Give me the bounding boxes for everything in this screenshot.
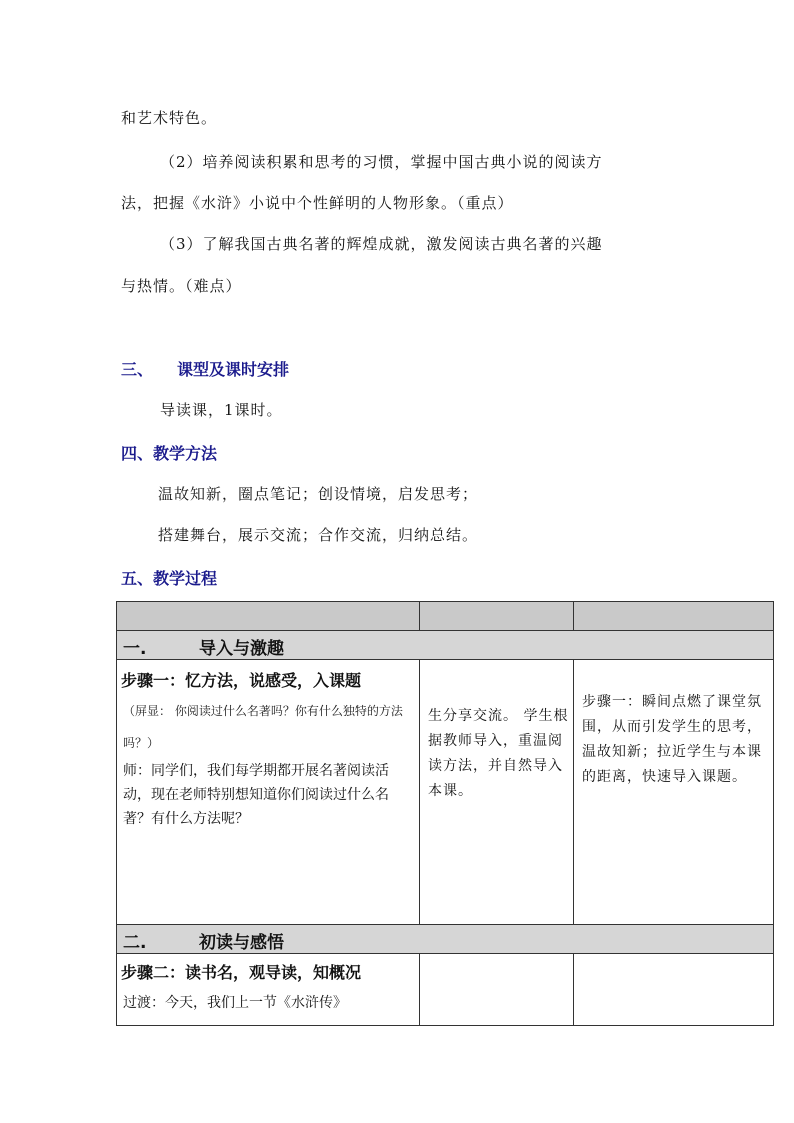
table-header-row [117,602,774,631]
student-activity-cell [420,954,574,1026]
table-row [117,954,774,1026]
section-content: 搭建舞台，展示交流；合作交流，归纳总结。 [158,526,479,544]
header-cell [574,602,774,631]
paragraph-line: 与热情。（难点） [121,277,242,295]
paragraph-line: 法，把握《水浒》小说中个性鲜明的人物形象。（重点） [121,194,514,212]
student-activity: 生分享交流。 学生根据教师导入，重温阅读方法，并自然导入本课。 [428,708,569,799]
section-heading [121,357,289,380]
header-cell [420,602,574,631]
transition-text: 过渡：今天，我们上一节《水浒传》 [123,995,347,1011]
section-content: 导读课，1课时。 [160,401,283,419]
teaching-process-table [116,601,774,1026]
teacher-activity-cell [117,954,420,1026]
part-title: 初读与感悟 [199,933,284,953]
step-title: 步骤一：忆方法，说感受，入课题 [121,671,362,690]
screen-prompt: （屏显： 你阅读过什么名著吗？你有什么独特的方法吗？） [123,704,403,750]
design-intent-cell [574,954,774,1026]
paragraph-line: （2）培养阅读积累和思考的习惯，掌握中国古典小说的阅读方 [160,153,603,171]
part-number: 一. [123,639,147,659]
section-title: 课型及课时安排 [177,360,290,379]
table-section-row [117,925,774,954]
table-row [117,660,774,925]
teacher-speech: 师：同学们，我们每学期都开展名著阅读活动，现在老师特别想知道你们阅读过什么名著？有什么方法呢？ [123,763,389,827]
section-heading: 四、教学方法 [121,444,218,463]
section-content: 温故知新，圈点笔记；创设情境，启发思考； [158,485,479,503]
section-number: 三、 [121,360,154,379]
table-section-row [117,631,774,660]
section-heading: 五、教学过程 [121,569,218,588]
teacher-activity-cell [117,660,420,925]
section-cell [117,925,774,954]
paragraph-line: （3）了解我国古典名著的辉煌成就，激发阅读古典名著的兴趣 [160,235,603,253]
paragraph-line: 和艺术特色。 [121,109,218,127]
section-cell [117,631,774,660]
design-intent-cell [574,660,774,925]
design-intent: 步骤一：瞬间点燃了课堂氛围，从而引发学生的思考，温故知新；拉近学生与本课的距离，快速导入课题。 [582,694,762,785]
header-cell [117,602,420,631]
part-number: 二. [123,933,147,953]
student-activity-cell [420,660,574,925]
step-title: 步骤二：读书名，观导读，知概况 [121,963,362,982]
part-title: 导入与激趣 [199,639,284,659]
